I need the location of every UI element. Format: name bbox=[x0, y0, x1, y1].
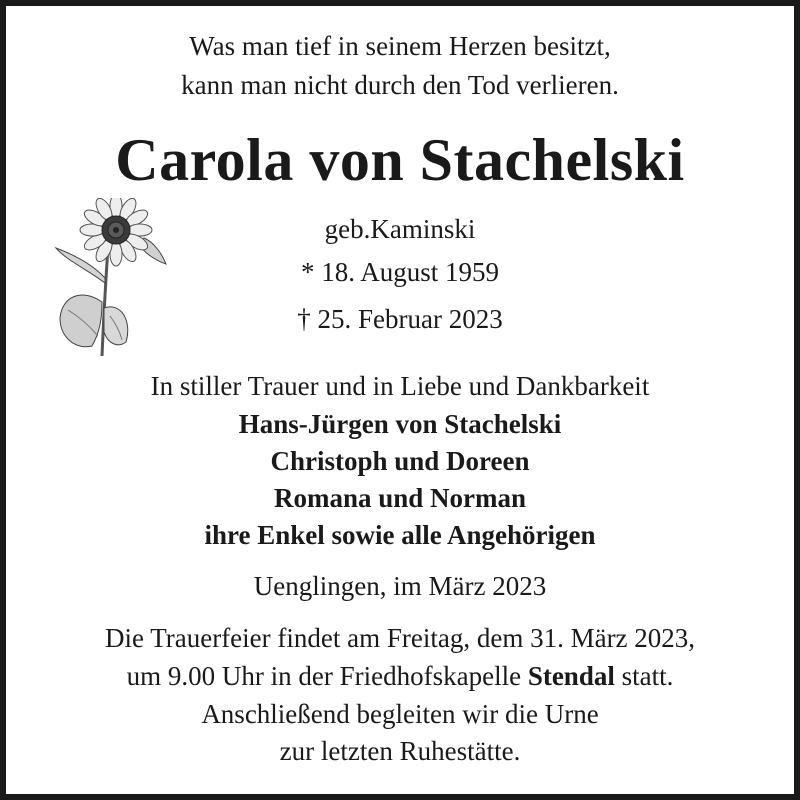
service-text: um 9.00 Uhr in der Friedhofskapelle bbox=[126, 661, 528, 691]
service-line-1: Die Trauerfeier findet am Freitag, dem 31. März 2023, bbox=[104, 623, 696, 653]
mourner-name: Hans-Jürgen von Stachelski bbox=[238, 409, 562, 439]
mourner-name: ihre Enkel sowie alle Angehörigen bbox=[204, 520, 596, 550]
mourner-name: Christoph und Doreen bbox=[270, 446, 530, 476]
motto-line-1: Was man tief in seinem Herzen besitzt, bbox=[189, 31, 611, 61]
service-line-2 bbox=[0, 663, 800, 690]
service-line-3: Anschließend begleiten wir die Urne bbox=[201, 699, 599, 729]
death-date: † 25. Februar 2023 bbox=[297, 304, 503, 334]
mourners-intro: In stiller Trauer und in Liebe und Dankbarkeit bbox=[150, 371, 650, 401]
motto-line-2: kann man nicht durch den Tod verlieren. bbox=[181, 70, 619, 100]
mourner-name: Romana und Norman bbox=[273, 483, 527, 513]
service-location: Stendal bbox=[527, 661, 615, 691]
birth-date: * 18. August 1959 bbox=[300, 257, 500, 287]
maiden-name: geb.Kaminski bbox=[324, 214, 476, 244]
service-text: statt. bbox=[614, 661, 674, 691]
place-and-date: Uenglingen, im März 2023 bbox=[253, 571, 547, 601]
service-line-4: zur letzten Ruhestätte. bbox=[279, 736, 521, 766]
deceased-name: Carola von Stachelski bbox=[115, 127, 685, 193]
